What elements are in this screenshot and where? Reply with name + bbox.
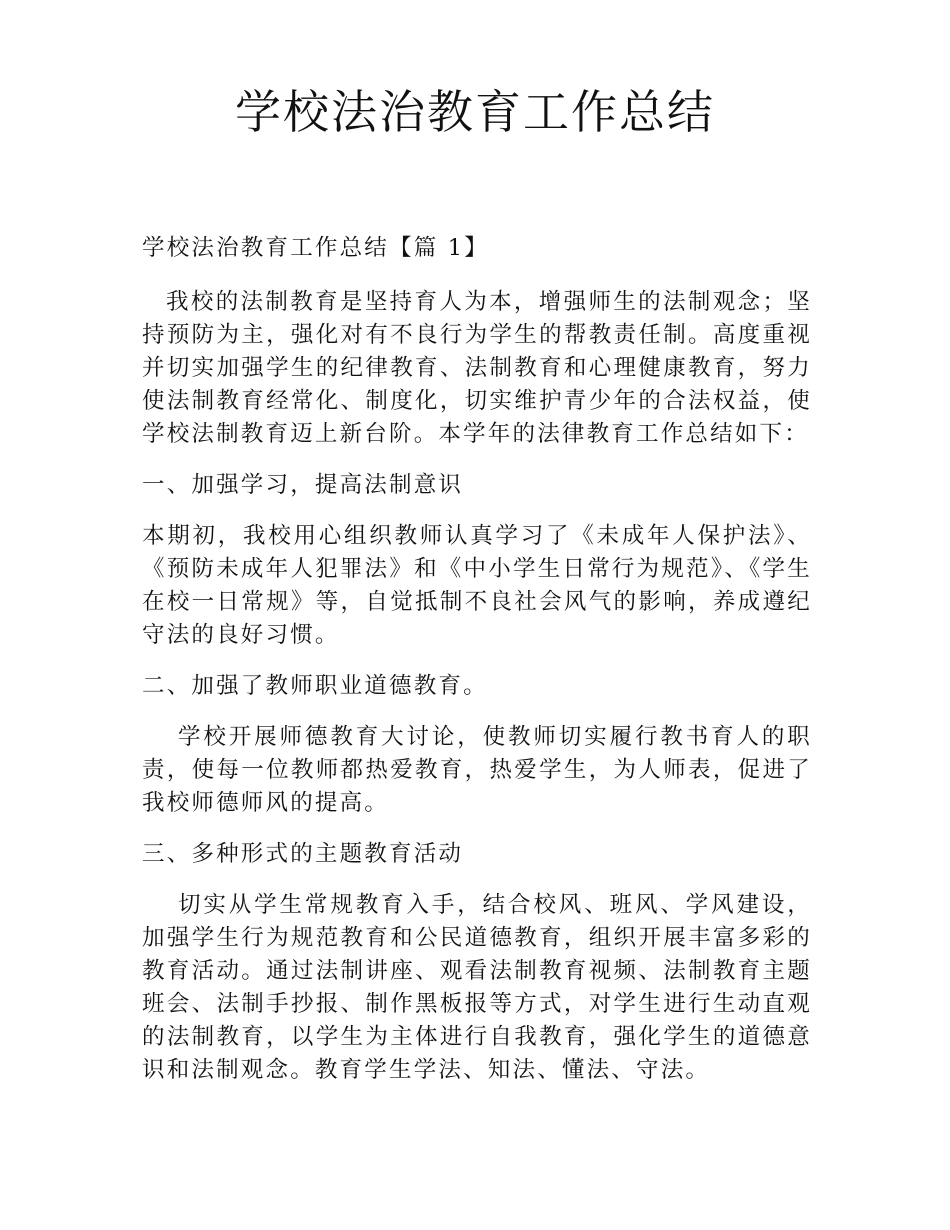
document-body bbox=[142, 232, 812, 1087]
section-paragraph-1: 本期初，我校用心组织教师认真学习了《未成年人保护法》、《预防未成年人犯罪法》和《中小学生日常行为规范》、《学生在校一日常规》等，自觉抵制不良社会风气的影响，养成遵纪守法的良好习惯。 bbox=[142, 523, 812, 648]
section-heading-3: 三、多种形式的主题教育活动 bbox=[142, 841, 464, 867]
section-subtitle: 学校法治教育工作总结【篇 1】 bbox=[142, 235, 489, 261]
section-heading-1: 一、加强学习，提高法制意识 bbox=[142, 472, 464, 498]
document-title: 学校法治教育工作总结 bbox=[235, 85, 715, 139]
intro-paragraph: 我校的法制教育是坚持育人为本，增强师生的法制观念；坚持预防为主，强化对有不良行为学生的帮教责任制。高度重视并切实加强学生的纪律教育、法制教育和心理健康教育，努力使法制教育经常化、制度化，切实维护青少年的合法权益，使学校法制教育迈上新台阶。本学年的法律教育工作总结如下： bbox=[142, 289, 812, 447]
section-paragraph-3: 切实从学生常规教育入手，结合校风、班风、学风建设，加强学生行为规范教育和公民道德教育，组织开展丰富多彩的教育活动。通过法制讲座、观看法制教育视频、法制教育主题班会、法制手抄报、制作黑板报等方式，对学生进行生动直观的法制教育，以学生为主体进行自我教育，强化学生的道德意识和法制观念。教育学生学法、知法、懂法、守法。 bbox=[142, 892, 812, 1083]
section-heading-2: 二、加强了教师职业道德教育。 bbox=[142, 673, 488, 699]
section-paragraph-2: 学校开展师德教育大讨论，使教师切实履行教书育人的职责，使每一位教师都热爱教育，热爱学生，为人师表，促进了我校师德师风的提高。 bbox=[142, 724, 812, 816]
